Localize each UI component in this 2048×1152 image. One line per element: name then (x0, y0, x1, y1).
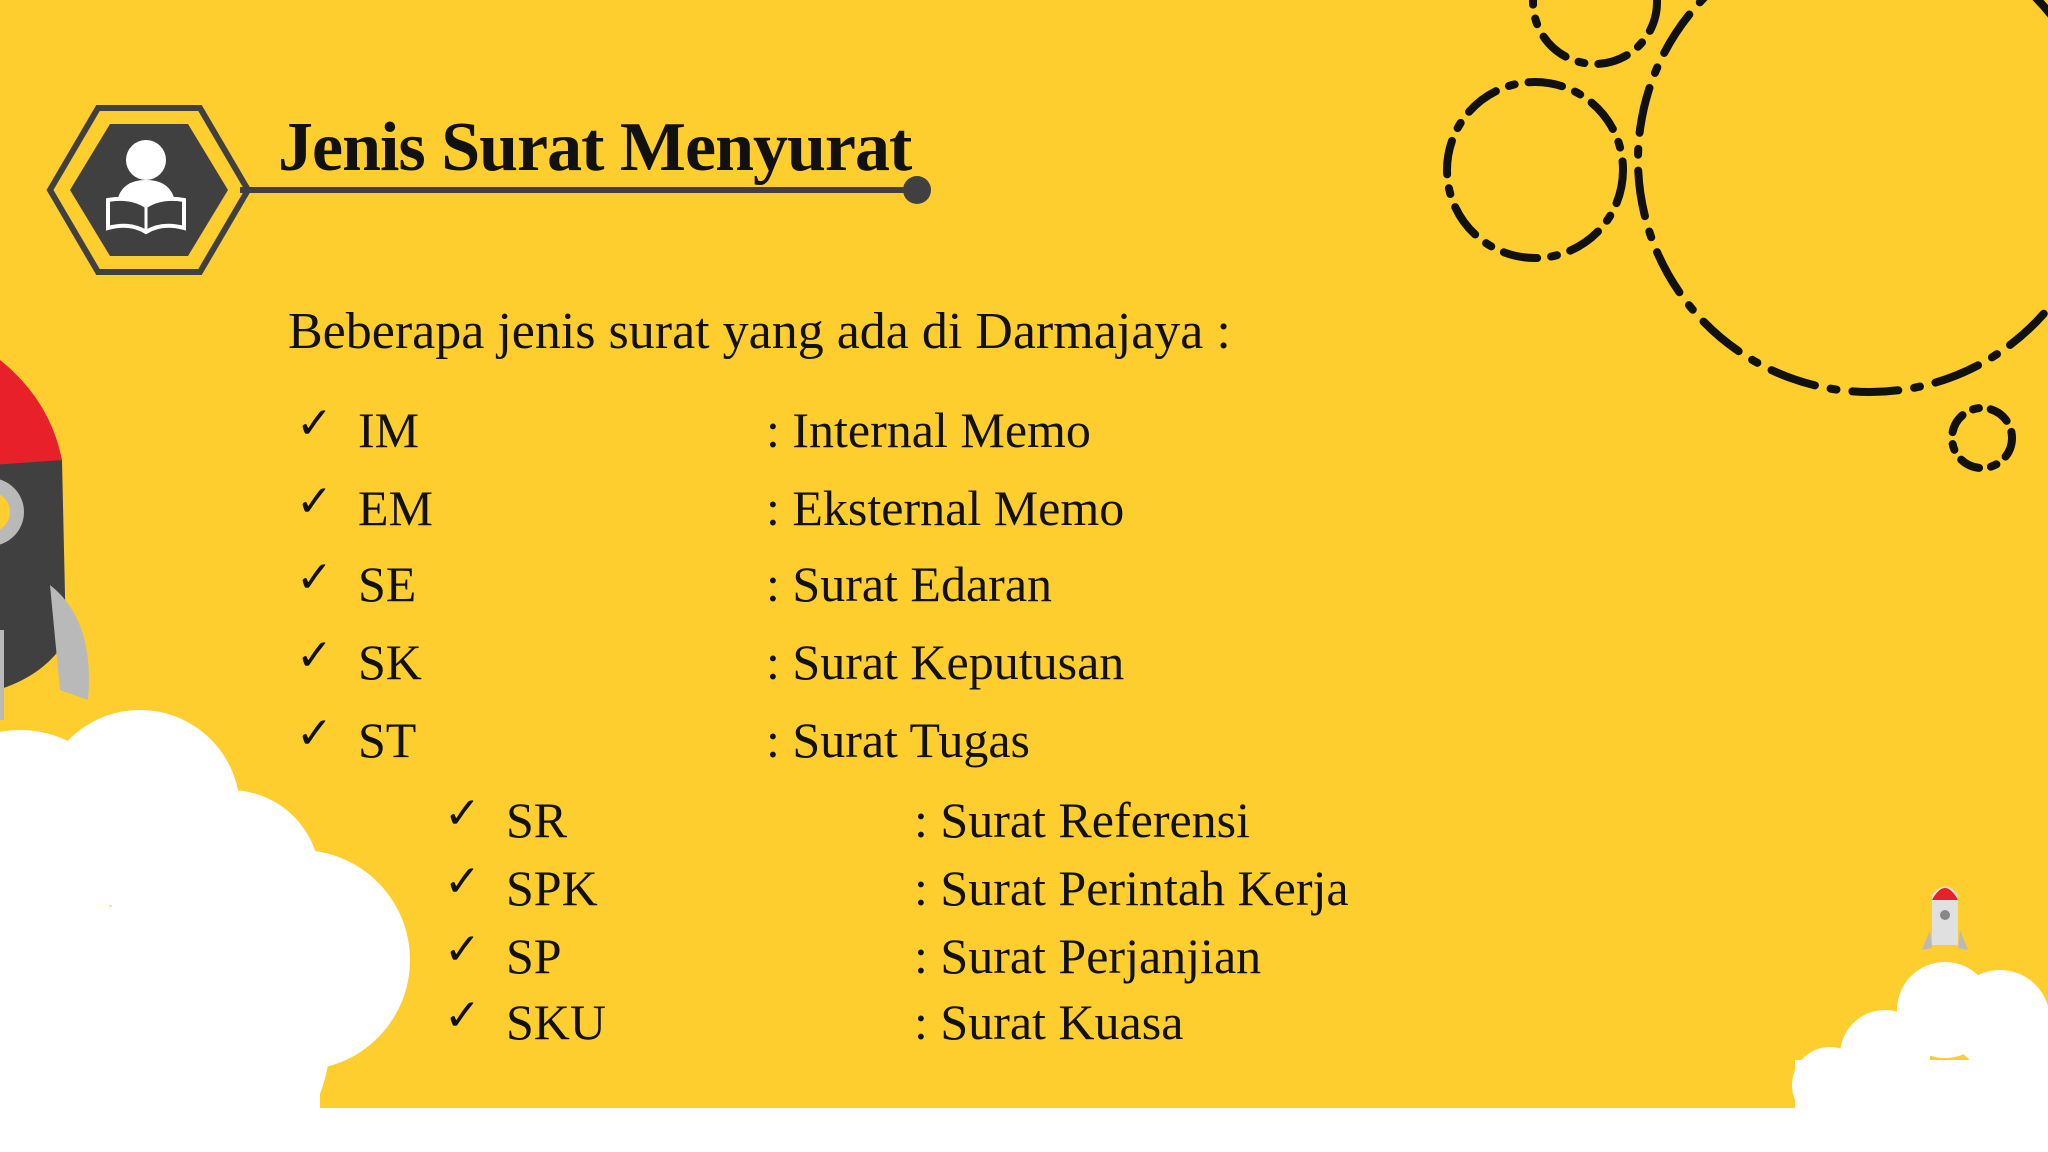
item-code: SKU (506, 994, 607, 1050)
item-description: : Surat Keputusan (766, 634, 1125, 690)
list-item (296, 474, 1196, 538)
sub-list-item (444, 922, 1444, 986)
list-item (296, 550, 1196, 614)
check-icon: ✓ (296, 708, 333, 759)
item-code: SR (506, 792, 568, 848)
slide-title: Jenis Surat Menyurat (278, 109, 912, 186)
item-description: : Surat Edaran (766, 556, 1053, 612)
item-code: EM (358, 480, 433, 536)
item-description: : Internal Memo (766, 402, 1091, 458)
check-icon: ✓ (296, 552, 333, 603)
item-code: SK (358, 634, 422, 690)
item-code: IM (358, 402, 420, 458)
check-icon: ✓ (444, 856, 481, 907)
item-description: : Surat Kuasa (914, 994, 1184, 1050)
item-code: SE (358, 556, 417, 612)
check-icon: ✓ (444, 924, 481, 975)
item-description: : Surat Perintah Kerja (914, 860, 1349, 916)
check-icon: ✓ (444, 990, 481, 1041)
item-description: : Surat Tugas (766, 712, 1030, 768)
item-description: : Eksternal Memo (766, 480, 1125, 536)
check-icon: ✓ (296, 476, 333, 527)
intro-text: Beberapa jenis surat yang ada di Darmajaya : (288, 303, 1231, 360)
list-item (296, 706, 1196, 770)
list-item (296, 396, 1196, 460)
check-icon: ✓ (296, 630, 333, 681)
list-item (296, 628, 1196, 692)
item-code: SPK (506, 860, 598, 916)
item-description: : Surat Referensi (914, 792, 1251, 848)
item-code: ST (358, 712, 417, 768)
sub-list-item (444, 988, 1444, 1052)
item-code: SP (506, 928, 562, 984)
check-icon: ✓ (296, 398, 333, 449)
item-description: : Surat Perjanjian (914, 928, 1262, 984)
check-icon: ✓ (444, 788, 481, 839)
sub-list-item (444, 854, 1444, 918)
sub-list-item (444, 786, 1444, 850)
